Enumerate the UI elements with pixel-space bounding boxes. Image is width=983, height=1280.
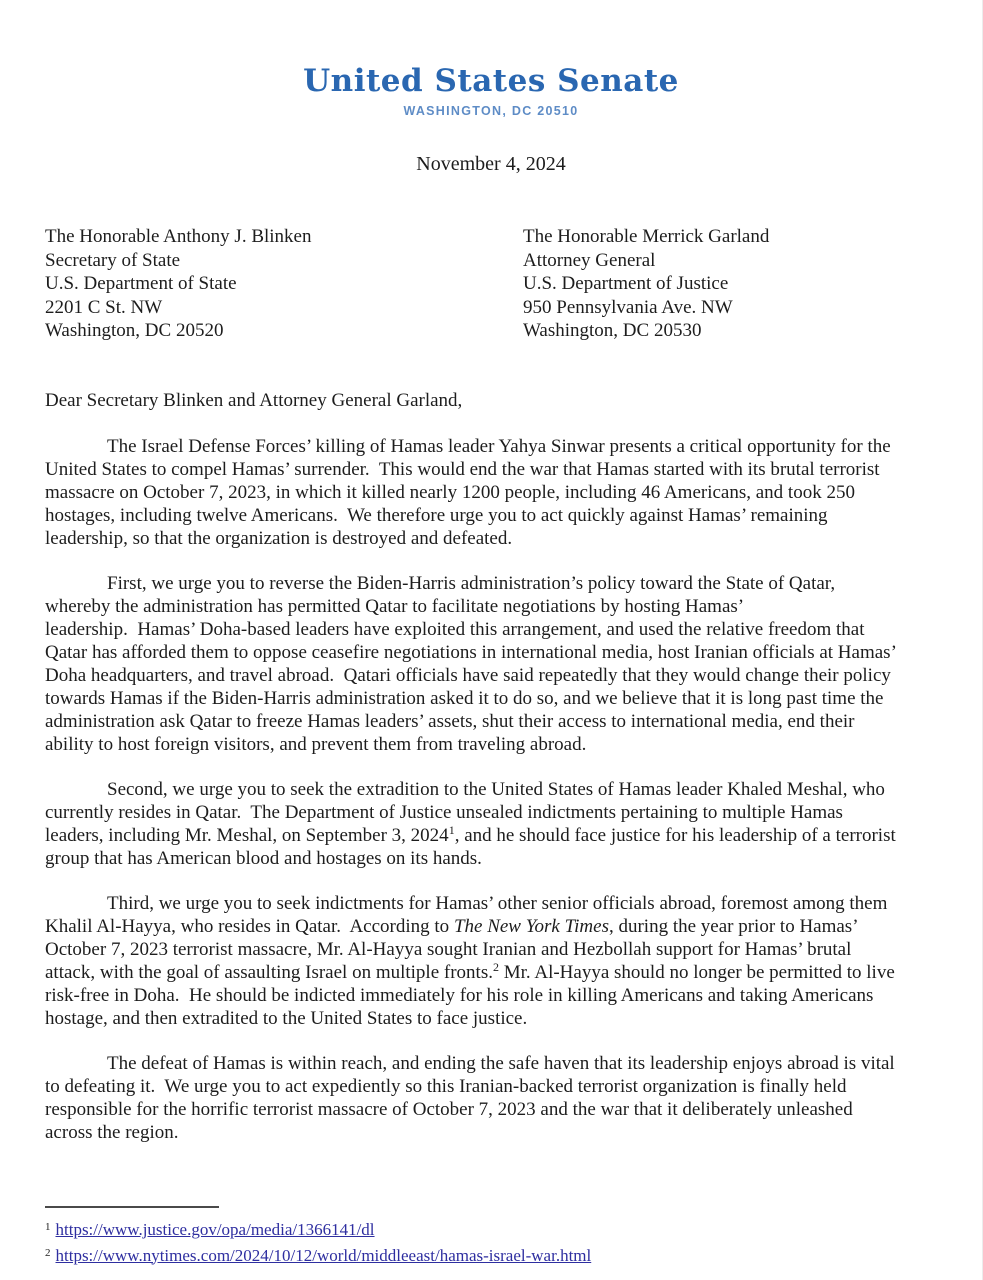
footnote-marker: 1 (45, 1221, 51, 1233)
paragraph (45, 892, 937, 1030)
paragraph-line: October 7, 2023 terrorist massacre, Mr. Al-Hayya sought Iranian and Hezbollah support for Hamas’ brutal (45, 938, 852, 960)
paragraph-line: attack, with the goal of assaulting Israel on multiple fronts.$^2$ Mr. Al-Hayya should no longer be permitted to live (45, 959, 895, 983)
salutation: Dear Secretary Blinken and Attorney General Garland, (45, 389, 463, 411)
paragraph-line: Qatar has afforded them to oppose ceasefire negotiations in international media, host Iranian officials at Hamas’ (45, 641, 897, 663)
paragraph-line: currently resides in Qatar. The Department of Justice unsealed indictments pertaining to multiple Hamas (45, 801, 843, 823)
paragraph-line: across the region. (45, 1121, 179, 1143)
paragraph-line: United States to compel Hamas’ surrender. This would end the war that Hamas started with its brutal terrorist (45, 458, 880, 480)
paragraph-line: ability to host foreign visitors, and prevent them from traveling abroad. (45, 733, 587, 755)
paragraph-line: First, we urge you to reverse the Biden-Harris administration’s policy toward the State of Qatar, (107, 572, 836, 594)
recipient-street: 2201 C St. NW (45, 296, 163, 318)
recipient-name: The Honorable Anthony J. Blinken (45, 226, 312, 247)
footnote-link-nytimes[interactable]: https://www.nytimes.com/2024/10/12/world/middleeast/hamas-israel-war.html (55, 1245, 592, 1265)
date-line: November 4, 2024 (416, 153, 566, 175)
recipient-block-blinken (45, 225, 523, 343)
paragraph-line: to defeating it. We urge you to act expediently so this Iranian-backed terrorist organization is finally held (45, 1075, 847, 1097)
footnote-separator (45, 1206, 219, 1208)
paragraph-line: Third, we urge you to seek indictments for Hamas’ other senior officials abroad, foremost among them (107, 892, 888, 914)
paragraph-line: The Israel Defense Forces’ killing of Hamas leader Yahya Sinwar presents a critical opportunity for the (107, 435, 891, 457)
recipient-block-garland (523, 225, 937, 343)
recipient-org: U.S. Department of Justice (523, 273, 729, 294)
letter-body (0, 435, 982, 1144)
paragraph-line: whereby the administration has permitted Qatar to facilitate negotiations by hosting Hamas’ (45, 595, 745, 617)
paragraph-line: leadership, so that the organization is destroyed and defeated. (45, 527, 513, 549)
paragraph-line: The defeat of Hamas is within reach, and ending the safe haven that its leadership enjoys abroad is vital (107, 1052, 895, 1074)
paragraph-line: massacre on October 7, 2023, in which it killed nearly 1200 people, including 46 Americans, and took 250 (45, 481, 855, 503)
footnote-marker: 2 (45, 1246, 51, 1259)
recipient-street: 950 Pennsylvania Ave. NW (523, 296, 733, 318)
paragraph-line: towards Hamas if the Biden-Harris administration asked it to do so, and we believe that it is long past time the (45, 687, 884, 709)
paragraph (45, 1052, 937, 1144)
recipient-name: The Honorable Merrick Garland (523, 226, 770, 247)
paragraph-line: hostages, including twelve Americans. We therefore urge you to act quickly against Hamas’ remaining (45, 504, 828, 526)
paragraph (45, 435, 937, 550)
paragraph-line: Khalil Al-Hayya, who resides in Qatar. According to The New York Times, during the year prior to Hamas’ (45, 915, 859, 937)
footnote-2 (45, 1243, 591, 1269)
paragraph-line: leadership. Hamas’ Doha-based leaders have exploited this arrangement, and used the relative freedom that (45, 618, 865, 640)
paragraph (45, 572, 937, 756)
letterhead-title: United States Senate (303, 63, 679, 99)
footnote-1 (45, 1217, 591, 1243)
recipient-title: Attorney General (523, 249, 656, 271)
paragraph-line: group that has American blood and hostages on its hands. (45, 847, 482, 869)
paragraph-line: risk-free in Doha. He should be indicted immediately for his role in killing Americans and taking Americans (45, 984, 874, 1006)
recipient-org: U.S. Department of State (45, 273, 237, 294)
recipient-city: Washington, DC 20530 (523, 320, 702, 341)
footnote-link-justice-gov[interactable]: https://www.justice.gov/opa/media/1366141/dl (55, 1220, 375, 1239)
paragraph-line: Doha headquarters, and travel abroad. Qatari officials have said repeatedly that they would change their policy (45, 664, 891, 686)
paragraph-line: leaders, including Mr. Meshal, on September 3, 2024$^1$, and he should face justice for his leadership of a terrorist (45, 822, 896, 846)
paragraph-line: Second, we urge you to seek the extradition to the United States of Hamas leader Khaled Meshal, who (107, 778, 885, 800)
letterhead (0, 0, 982, 118)
footnotes (45, 1206, 591, 1268)
paragraph-line: hostage, and then extradited to the United States to face justice. (45, 1007, 528, 1029)
recipient-city: Washington, DC 20520 (45, 320, 224, 341)
paragraph-line: administration ask Qatar to freeze Hamas leaders’ assets, shut their access to international media, end their (45, 710, 855, 732)
letterhead-subtitle: WASHINGTON, DC 20510 (403, 104, 579, 118)
recipient-title: Secretary of State (45, 249, 181, 271)
recipient-blocks (0, 225, 982, 343)
paragraph (45, 778, 937, 870)
paragraph-line: responsible for the horrific terrorist massacre of October 7, 2023 and the war that it deliberately unleashed (45, 1098, 853, 1120)
